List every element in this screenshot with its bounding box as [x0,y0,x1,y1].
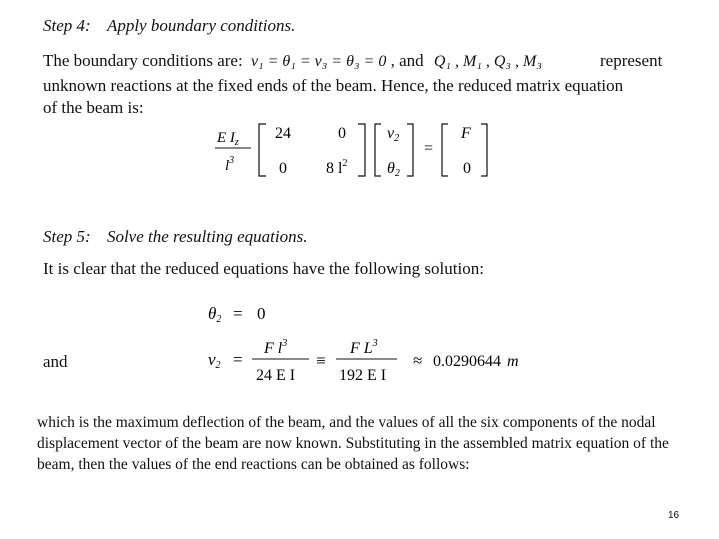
equiv-sign: ≡ [316,351,326,370]
stiffness-bracket-right [358,124,365,176]
stiffness-bracket-left [259,124,266,176]
k21: 0 [279,160,287,177]
force-bracket-left [442,124,448,176]
approx-sign: ≈ [413,351,423,370]
displacement-bracket-left [375,124,381,176]
theta-lhs: θ2 [208,304,222,325]
theta-solution [205,300,285,326]
step4-title: Apply boundary conditions. [106,16,296,35]
frac2-numerator: F $L^3$ [350,338,378,357]
bc-lead: The boundary conditions are: [43,51,243,70]
v2-solution [205,334,545,388]
frac1-denominator: 24 E I [256,367,296,384]
bc-conditions: v₁ = θ₁ = v₃ = θ₃ = 0 [250,53,387,70]
bc-line-2: unknown reactions at the fixed ends of the beam. Hence, the reduced matrix equation [43,76,624,95]
solution-intro: It is clear that the reduced equations have the following solution: [43,259,484,278]
and-label: and [43,352,68,371]
bc-and: , and [390,51,424,70]
theta-rhs: 0 [257,304,266,323]
deflection-value: 0.0290644 m [433,353,519,370]
displacement-bracket-right [407,124,413,176]
k22: 8 $l^2$ [326,158,348,177]
bc-represent: represent [600,51,663,70]
k11: 24 [275,125,291,142]
page-number: 16 [668,510,680,521]
bc-line-1 [43,50,542,73]
coef-denominator: $l^3$ [225,155,235,174]
coef-numerator: E $I_z$ [217,130,239,148]
matrix-equals: = [424,140,434,157]
frac1-numerator: F $l^3$ [264,338,288,357]
frac2-denominator: 192 E I [339,367,387,384]
u2: θ2 [387,160,400,179]
step5-title: Solve the resulting equations. [106,227,308,246]
k12: 0 [338,125,346,142]
v2-lhs: v2 [208,350,221,371]
v2-equals: = [233,350,243,369]
conclusion-paragraph: which is the maximum deflection of the beam, and the values of all the six components of the nodal displacement vector of the beam are now known. Substituting in the assembled matrix equation of the beam, then the values of the end reactions can be obtained as follows: [37,414,669,473]
f2: 0 [463,160,471,177]
step4-heading [43,16,295,36]
step4-label: Step 4: [43,16,91,35]
step5-heading [43,227,307,247]
bc-reactions: Q₁ , M₁ , Q₃ , M₃ [433,53,542,70]
f1: F [461,125,471,142]
force-bracket-right [481,124,487,176]
u1: v2 [387,125,400,144]
theta-equals: = [233,304,243,323]
reduced-matrix-equation [205,112,505,186]
step5-label: Step 5: [43,227,91,246]
bc-line-3: of the beam is: [43,98,144,117]
